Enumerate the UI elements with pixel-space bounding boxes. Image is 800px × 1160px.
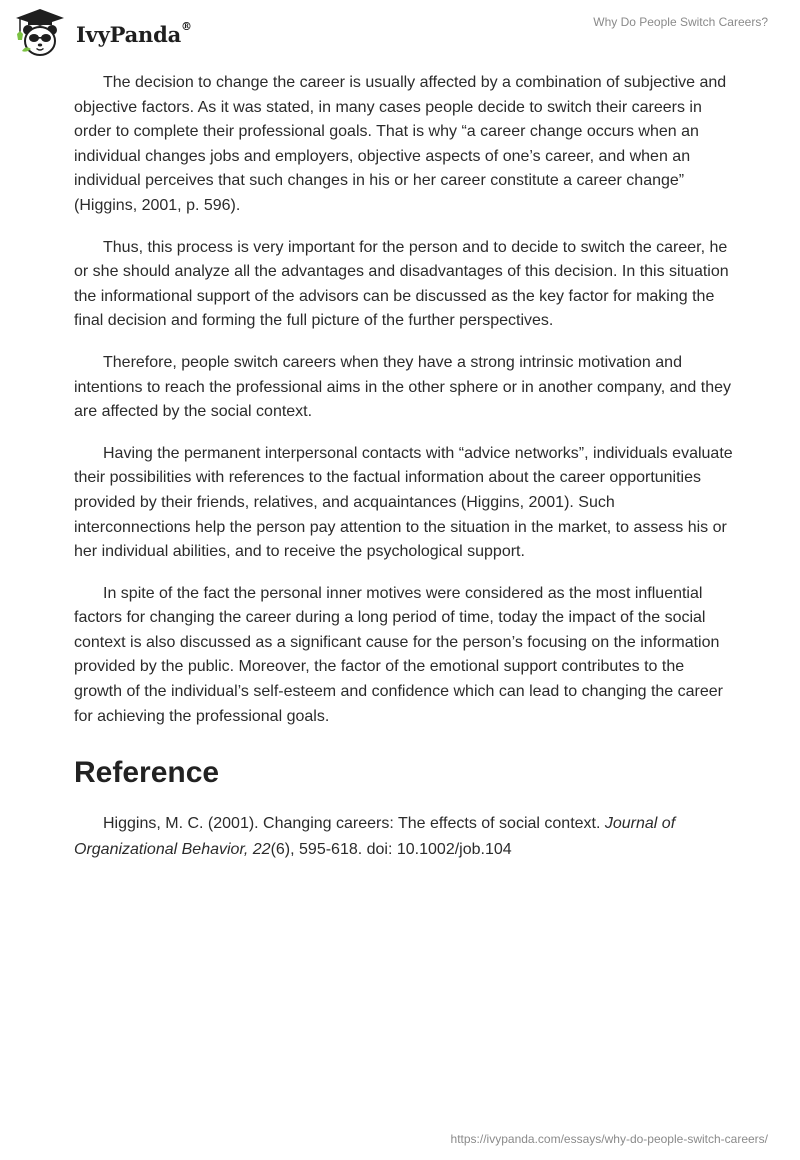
reference-authors-title: Higgins, M. C. (2001). Changing careers: The effects of social context. bbox=[103, 815, 605, 833]
body-paragraph-2: Thus, this process is very important for the person and to decide to switch the career, he or she should analyze all the advantages and disadvantages of this decision. In this situation the informational support of the advisors can be discussed as the key factor for making the final decision and forming the full picture of the further perspectives. bbox=[74, 238, 729, 330]
ivypanda-logo[interactable] bbox=[14, 7, 192, 57]
reference-journal: Journal of Organizational Behavior, 22 bbox=[74, 815, 676, 859]
document-title: Why Do People Switch Careers? bbox=[593, 15, 768, 29]
reference-entry bbox=[74, 811, 734, 863]
registered-mark: ® bbox=[181, 19, 192, 33]
body-paragraph-5: In spite of the fact the personal inner motives were considered as the most influential factors for changing the career during a long period of time, today the impact of the social context is also discussed as a significant cause for the person’s focusing on the information provided by the public. Moreover, the factor of the emotional support contributes to the growth of the individual’s self-esteem and confidence which can lead to changing the career for achieving the professional goals. bbox=[74, 584, 723, 725]
page-header bbox=[0, 0, 800, 64]
source-url[interactable]: https://ivypanda.com/essays/why-do-people-switch-careers/ bbox=[450, 1132, 768, 1146]
logo-wordmark bbox=[76, 19, 192, 47]
reference-pages-doi: (6), 595-618. doi: 10.1002/job.104 bbox=[270, 841, 512, 859]
logo-text: IvyPanda bbox=[76, 21, 182, 47]
body-paragraph-1: The decision to change the career is usually affected by a combination of subjective and objective factors. As it was stated, in many cases people decide to switch their careers in order to complete their professional goals. That is why “a career change occurs when an individual changes jobs and employers, objective aspects of one’s career, and when an individual perceives that such changes in his or her career constitute a career change” (Higgins, 2001, p. 596). bbox=[74, 74, 727, 214]
body-paragraph-4: Having the permanent interpersonal contacts with “advice networks”, individuals evaluate their possibilities with references to the factual information about the career opportunities provided by their friends, relatives, and acquaintances (Higgins, 2001). Such interconnections help the person pay attention to the situation in the market, to assess his or her individual abilities, and to receive the psychological support. bbox=[74, 444, 733, 561]
panda-graduate-icon bbox=[14, 7, 66, 57]
body-paragraph-3: Therefore, people switch careers when they have a strong intrinsic motivation and intentions to reach the professional aims in the other sphere or in another company, and they are affected by the social context. bbox=[74, 353, 731, 421]
reference-heading: Reference bbox=[74, 756, 220, 790]
essay-body bbox=[74, 71, 734, 863]
